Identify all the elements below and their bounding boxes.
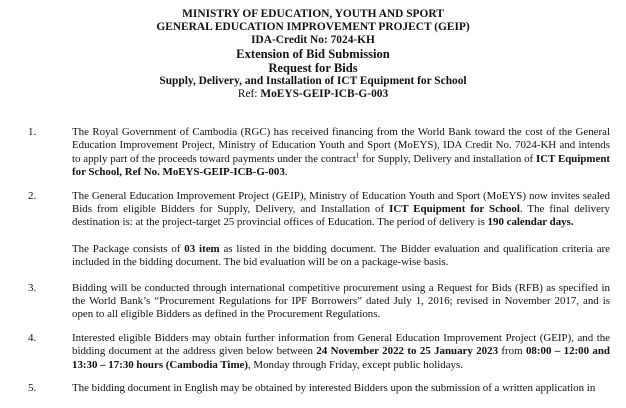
reference-line	[0, 88, 626, 101]
item-text: The Package consists of	[72, 242, 185, 255]
item-paragraph: Bidding will be conducted through international competitive procurement using a Request for Bids (RFB) as specified in the World Bank’s “Procurement Regulations for IPF Borrowers” dated July 1, 2016; revised in November 2017, and is open to all eligible Bidders as defined in the Procurement Regulations.	[72, 281, 610, 321]
notice-subtitle: Request for Bids	[268, 61, 358, 75]
item-text: The General Education Improvement Project (GEIP), Ministry of Education Youth and Sport (MoEYS) now invites sealed Bids from eligible Bidders for Supply, Delivery, and Installation of	[72, 189, 610, 216]
item-paragraph	[72, 243, 610, 270]
item-emphasis: 08:00 – 12:00 and 13:30 – 17:30 hours (Cambodia Time)	[72, 345, 610, 371]
reference-value: MoEYS-GEIP-ICB-G-003	[260, 88, 389, 100]
item-text: The Royal Government of Cambodia (RGC) has received financing from the World Bank toward the cost of the General Education Improvement Project, Ministry of Education Youth and Sport (MoEYS), IDA Credit No. 7024-KH and intends to apply part of the proceeds toward payments under the contract	[72, 126, 610, 165]
notice-scope: Supply, Delivery, and Installation of ICT Equipment for School	[159, 75, 467, 87]
reference-label: Ref:	[237, 88, 258, 100]
footnote-marker: 1	[355, 151, 360, 160]
item-4	[0, 332, 626, 372]
numbered-items	[0, 126, 626, 396]
ministry-name: MINISTRY OF EDUCATION, YOUTH AND SPORT	[182, 8, 444, 20]
notice-title: Extension of Bid Submission	[236, 47, 390, 61]
item-paragraph: The bidding document in English may be obtained by interested Bidders upon the submission of a written application in	[72, 382, 596, 395]
item-paragraph	[72, 332, 610, 372]
notice-header	[0, 0, 626, 101]
item-emphasis: ICT Equipment for School, Ref No. MoEYS-GEIP-ICB-G-003	[72, 152, 610, 179]
project-name: GENERAL EDUCATION IMPROVEMENT PROJECT (GEIP)	[156, 21, 470, 33]
item-emphasis: 24 November 2022 to 25 January 2023	[316, 345, 499, 358]
item-number: 3.	[28, 281, 37, 294]
item-number: 4.	[28, 331, 37, 344]
item-text: . The final delivery destination is: at the project-target 25 provincial offices of Education. The period of delivery is	[72, 203, 610, 229]
item-1	[0, 126, 626, 180]
item-paragraph	[72, 126, 610, 180]
item-number: 1.	[28, 126, 37, 138]
item-emphasis: 190 calendar days.	[487, 216, 574, 229]
item-text: from	[498, 345, 526, 358]
item-5	[0, 382, 626, 395]
item-3	[0, 282, 626, 322]
item-text: for Supply, Delivery and installation of	[359, 152, 536, 165]
item-2	[0, 190, 626, 270]
item-number: 5.	[28, 382, 37, 395]
item-text: , Monday through Friday, except public holidays.	[247, 358, 463, 371]
credit-number: IDA-Credit No: 7024-KH	[251, 34, 375, 46]
item-text: as listed in the bidding document. The Bidder evaluation and qualification criteria are included in the bidding document. The bid evaluation will be on a package-wise basis.	[72, 242, 610, 269]
item-text: Interested eligible Bidders may obtain further information from General Education Improvement Project (GEIP), and the bidding document at the address given below between	[72, 331, 610, 358]
item-number: 2.	[28, 189, 37, 202]
item-emphasis: 03 item	[184, 242, 220, 255]
item-paragraph	[72, 190, 610, 230]
item-emphasis: ICT Equipment for School	[389, 203, 520, 216]
item-text: .	[284, 166, 288, 179]
